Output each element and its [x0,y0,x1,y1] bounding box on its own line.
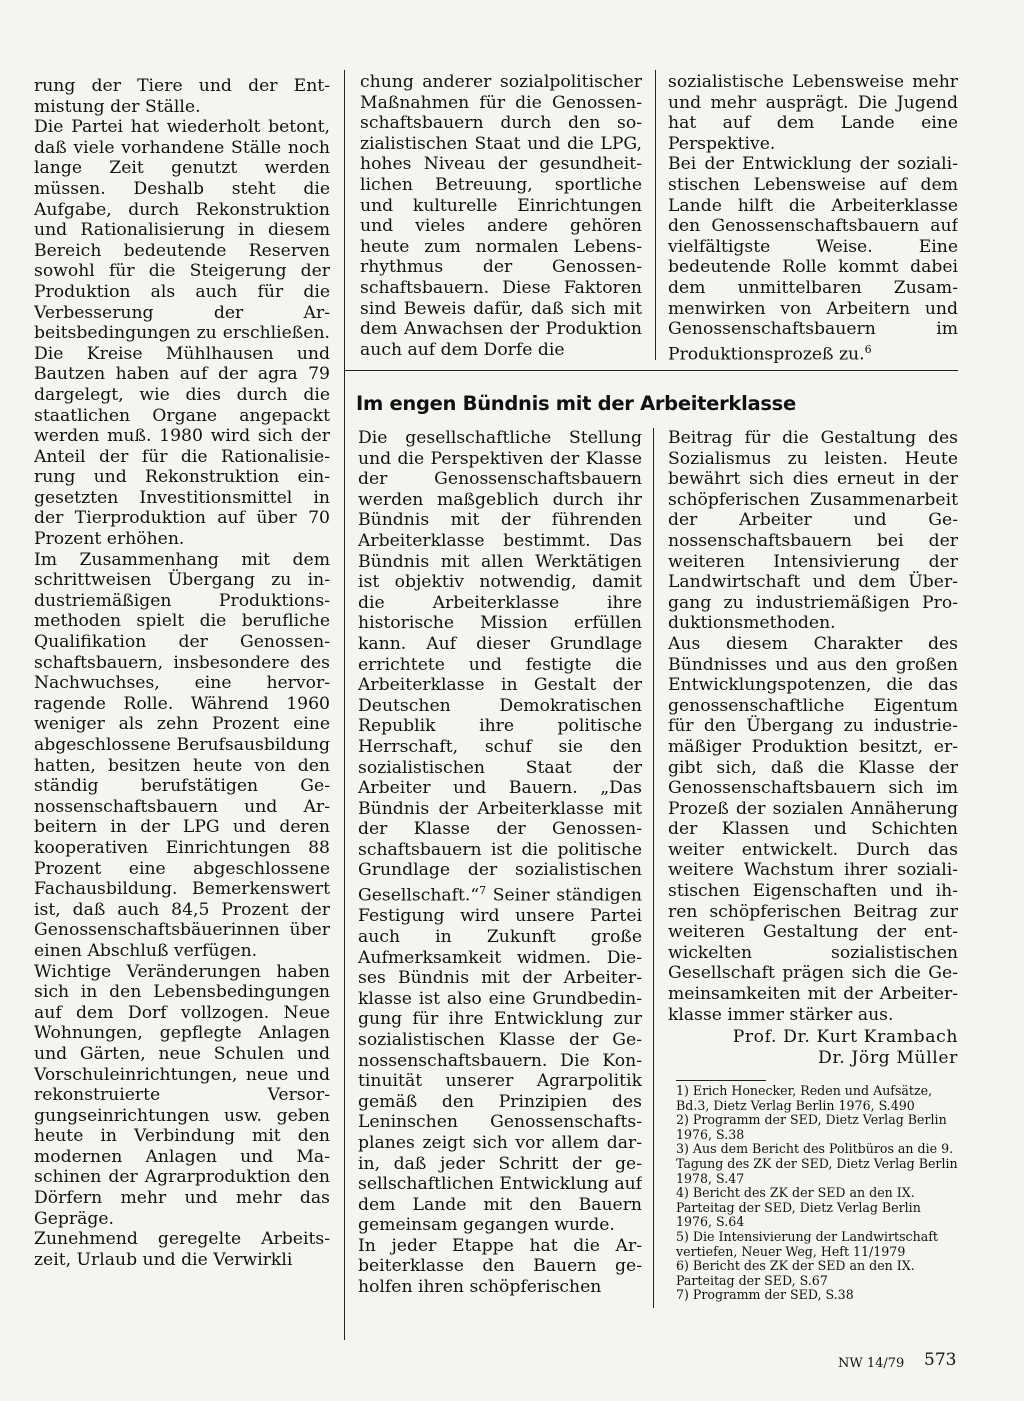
paragraph: Die Partei hat wiederholt betont, daß viele vorhandene Ställe noch lange Zeit genutzt werden müssen. Deshalb steht die Aufgabe, durch Rekonstruktion und Rationalisierung in diesem Bereich bedeutende Reserven sowohl für die Steigerung der Produktion als auch für die Verbesserung der Arbeitsbedingungen zu erschließen. Die Kreise Mühlhausen und Bautzen haben auf der agra 79 dargelegt, wie dies durch die staatlichen Organe angepackt werden muß. 1980 wird sich der Anteil der für die Rationalisierung und Rekonstruktion eingesetzten Investitionsmittel in der Tierproduktion auf über 70 Prozent erhöhen. [34,117,330,550]
section-rule-horizontal [344,370,958,371]
paragraph: Aus diesem Charakter des Bündnisses und aus den großen Entwicklungspotenzen, die das genossenschaftliche Eigentum für den Übergang zu industriemäßiger Produktion besitzt, ergibt sich, daß die Klasse der Genossenschaftsbauern sich im Prozeß der sozialen Annäherung der Klassen und Schichten weiter entwickelt. Durch das weitere Wachstum ihrer sozialistischen Eigenschaften und ihren schöpferischen Beitrag zur weiteren Gestaltung der entwickelten sozialistischen Gesellschaft prägen sich die Gemeinsamkeiten mit der Arbeiterklasse immer stärker aus. [668,633,958,1025]
paragraph: Im Zusammenhang mit dem schrittweisen Übergang zu industriemäßigen Produktionsmethoden spielt die berufliche Qualifikation der Genossenschaftsbauern, insbesondere des Nachwuchses, eine hervorragende Rolle. Während 1960 weniger als zehn Prozent eine abgeschlossene Berufsausbildung hatten, besitzen heute von den ständig berufstätigen Genossenschaftsbauern und Arbeitern in der LPG und deren kooperativen Einrichtungen 88 Prozent eine abgeschlossene Fachausbildung. Bemerkenswert ist, daß auch 84,5 Prozent der Genossenschaftsbäuerinnen über einen Abschluß verfügen. [34,549,330,961]
right-bottom-column [668,428,958,1028]
footnote: 3) Aus dem Bericht des Politbüros an die 9. Tagung des ZK der SED, Dietz Verlag Berlin 1978, S.47 [676,1141,958,1186]
footnote-ref: 6 [864,342,872,356]
footnote-rule [676,1080,766,1081]
paragraph [668,154,958,364]
middle-bottom-column [358,428,642,1308]
paragraph: In jeder Etappe hat die Arbeiterklasse den Bauern geholfen ihren schöpferischen [358,1235,642,1298]
issue-label: NW 14/79 [838,1356,905,1371]
footnote: 6) Bericht des ZK der SED an den IX. Parteitag der SED, S.67 [676,1258,915,1288]
right-top-column [668,72,958,364]
footnote: 2) Programm der SED, Dietz Verlag Berlin 1976, S.38 [676,1112,947,1142]
footnote-ref: 7 [479,884,487,898]
paragraph: chung anderer sozialpolitischer Maßnahmen für die Genossenschaftsbauern durch den sozialistischen Staat und die LPG, hohes Niveau der gesundheitlichen Betreuung, sportliche und kulturelle Einrichtungen und vieles andere gehören heute zum normalen Lebensrhythmus der Genossenschaftsbauern. Diese Faktoren sind Beweis dafür, daß sich mit dem Anwachsen der Produktion auch auf dem Dorfe die [360,72,642,360]
paragraph: rung der Tiere und der Entmistung der Ställe. [34,76,330,117]
paragraph: sozialistische Lebensweise mehr und mehr ausprägt. Die Jugend hat auf dem Lande eine Perspektive. [668,72,958,154]
footnote: 4) Bericht des ZK der SED an den IX. Parteitag der SED, Dietz Verlag Berlin 1976, S.64 [676,1185,921,1230]
footnote: 5) Die Intensivierung der Landwirtschaft vertiefen, Neuer Weg, Heft 11/1979 [676,1228,938,1259]
paragraph-text: Seiner ständigen Festigung wird unsere Partei auch in Zukunft große Aufmerksamkeit widmen. Dieses Bündnis mit der Arbeiterklasse ist also eine Grundbedingung für ihre Entwicklung zur sozialistischen Klasse der Genossenschaftsbauern. Die Kontinuität unserer Agrarpolitik gemäß den Prinzipien des Leninschen Genossenschaftsplanes zeigt sich vor allem darin, daß jeder Schritt der gesellschaftlichen Entwicklung auf dem Lande mit den Bauern gemeinsam gegangen wurde. [358,885,642,1236]
paragraph: Zunehmend geregelte Arbeitszeit, Urlaub und die Verwirkli [34,1229,330,1270]
footnotes [676,1084,958,1303]
footnote: 1) Erich Honecker, Reden und Aufsätze, Bd.3, Dietz Verlag Berlin 1976, S.490 [676,1083,933,1113]
column-rule-top-right [655,70,656,360]
page-number: 573 [924,1350,957,1370]
middle-top-column [360,72,642,364]
paragraph-text: Die gesellschaftliche Stellung und die Perspektiven der Klasse der Genossenschaftsbauern werden maßgeblich durch ihr Bündnis mit der führenden Arbeiterklasse bestimmt. Das Bündnis mit allen Werktätigen ist objektiv notwendig, damit die Arbeiterklasse ihre historische Mission erfüllen kann. Auf dieser Grundlage errichtete und festigte die Arbeiterklasse in Gestalt der Deutschen Demokratischen Republik ihre politische Herrschaft, schuf sie den sozialistischen Staat der Arbeiter und Bauern. „Das Bündnis der Arbeiterklasse mit der Klasse der Genossenschaftsbauern ist die politische Grundlage der sozialistischen Gesellschaft.“ [358,428,642,906]
paragraph-text: Bei der Entwicklung der sozialistischen Lebensweise auf dem Lande hilft die Arbeiterklasse den Genossenschaftsbauern auf vielfältigste Weise. Eine bedeutende Rolle kommt dabei dem unmittelbaren Zusammenwirken von Arbeitern und Genossenschaftsbauern im Produktionsprozeß zu. [668,154,958,364]
column-rule-bottom-right [653,428,654,1308]
author-name: Prof. Dr. Kurt Krambach [732,1027,958,1047]
author-signature [668,1027,958,1069]
paragraph: Wichtige Veränderungen haben sich in den Lebensbedingungen auf dem Dorf vollzogen. Neue Wohnungen, gepflegte Anlagen und Gärten, neue Schulen und Vorschuleinrichtungen, neue und rekonstruierte Versorgungseinrichtungen usw. geben heute in Verbindung mit den modernen Anlagen und Maschinen der Agrarproduktion den Dörfern mehr und mehr das Gepräge. [34,961,330,1229]
author-name: Dr. Jörg Müller [817,1048,958,1068]
footnote: 7) Programm der SED, S.38 [676,1287,854,1303]
paragraph [358,428,642,1236]
left-column [34,76,330,1276]
section-heading: Im engen Bündnis mit der Arbeiterklasse [356,392,796,415]
column-rule-left [344,70,345,1340]
paragraph: Beitrag für die Gestaltung des Sozialismus zu leisten. Heute bewährt sich dies erneut in der schöpferischen Zusammenarbeit der Arbeiter und Genossenschaftsbauern bei der weiteren Intensivierung der Landwirtschaft und dem Übergang zu industriemäßigen Produktionsmethoden. [668,428,958,634]
